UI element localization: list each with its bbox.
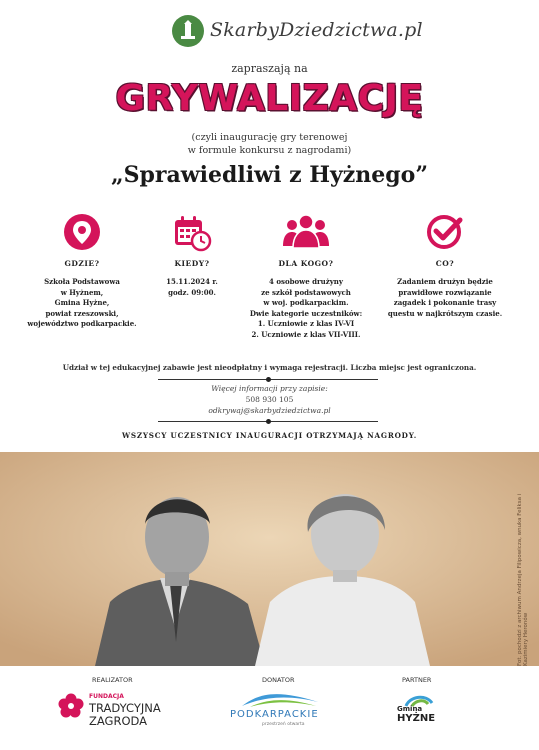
where-line: w Hyżnem, bbox=[60, 287, 104, 297]
info-what bbox=[380, 212, 510, 319]
historical-photo bbox=[0, 452, 539, 666]
realizator-line-1: FUNDACJA bbox=[89, 693, 124, 700]
check-circle-icon bbox=[425, 212, 465, 252]
what-heading: CO? bbox=[435, 259, 455, 268]
brand-logo-text: SkarbyDziedzictwa.pl bbox=[210, 19, 423, 41]
donator-label: DONATOR bbox=[262, 676, 295, 684]
for-whom-line: 1. Uczniowie z klas IV-VI bbox=[257, 319, 355, 328]
subtitle-line-2: w formule konkursu z nagrodami) bbox=[187, 145, 352, 156]
portrait-illustration bbox=[0, 452, 539, 666]
where-heading: GDZIE? bbox=[64, 259, 100, 268]
invite-text: zapraszają na bbox=[231, 62, 308, 75]
realizator-label: REALIZATOR bbox=[92, 676, 133, 684]
what-line: prawidłowe rozwiązanie bbox=[398, 287, 492, 297]
location-pin-icon bbox=[62, 212, 102, 252]
realizator-line-2: TRADYCYJNA bbox=[89, 701, 161, 715]
donator-name: PODKARPACKIE bbox=[230, 709, 319, 720]
divider-bottom bbox=[158, 421, 378, 422]
partner-line-1: Gmina bbox=[397, 705, 423, 713]
participation-notice: Udział w tej edukacyjnej zabawie jest nieodpłatny i wymaga rejestracji. Liczba miejsc jest ograniczona. bbox=[62, 363, 477, 372]
where-line: powiat rzeszowski, bbox=[45, 308, 119, 318]
where-line: Szkoła Podstawowa bbox=[44, 277, 120, 286]
where-line: Gmina Hyżne, bbox=[54, 298, 110, 307]
what-line: Zadaniem drużyn będzie bbox=[397, 277, 493, 286]
for-whom-line: w woj. podkarpackim. bbox=[263, 298, 349, 307]
contact-email[interactable]: odkrywaj@skarbydziedzictwa.pl bbox=[208, 406, 331, 415]
brand-logo-icon bbox=[172, 15, 204, 47]
when-line: 15.11.2024 r. bbox=[166, 277, 218, 286]
donator-tagline: przestrzeń otwarta bbox=[262, 722, 305, 727]
game-title: „Sprawiedliwi z Hyżnego” bbox=[110, 162, 429, 188]
calendar-clock-icon bbox=[172, 212, 212, 252]
divider-top bbox=[158, 379, 378, 380]
what-line: questu w najkrótszym czasie. bbox=[387, 308, 503, 318]
info-when bbox=[127, 212, 257, 298]
for-whom-line: Dwie kategorie uczestników: bbox=[249, 308, 363, 318]
for-whom-heading: DLA KOGO? bbox=[278, 259, 334, 268]
contact-phone[interactable]: 508 930 105 bbox=[245, 395, 294, 404]
where-line: województwo podkarpackie. bbox=[27, 319, 137, 328]
info-for-whom bbox=[241, 212, 371, 340]
realizator-line-3: ZAGRODA bbox=[89, 714, 148, 728]
for-whom-line: 2. Uczniowie z klas VII-VIII. bbox=[251, 329, 361, 339]
subtitle-line-1: (czyli inaugurację gry terenowej bbox=[191, 132, 348, 143]
partner-line-2: HYŻNE bbox=[397, 713, 436, 724]
partner-label: PARTNER bbox=[402, 676, 432, 684]
group-people-icon bbox=[282, 212, 330, 252]
contact-label: Więcej informacji przy zapisie: bbox=[211, 384, 328, 393]
when-heading: KIEDY? bbox=[174, 259, 210, 268]
prize-note: WSZYSCY UCZESTNICY INAUGURACJI OTRZYMAJĄ NAGRODY. bbox=[121, 431, 418, 440]
for-whom-line: 4 osobowe drużyny bbox=[269, 277, 343, 286]
flower-logo-icon bbox=[58, 693, 84, 719]
when-line: godz. 09:00. bbox=[168, 287, 216, 297]
what-line: zagadek i pokonanie trasy bbox=[393, 298, 497, 307]
for-whom-line: ze szkół podstawowych bbox=[261, 287, 351, 297]
photo-credit: Fot. pochodzi z archiwum Andrzeja Filipowicza, wnuka Feliksa i Kazimiery Heronów bbox=[517, 493, 529, 666]
realizator-logo bbox=[58, 693, 84, 723]
headline: GRYWALIZACJĘ bbox=[115, 78, 424, 119]
